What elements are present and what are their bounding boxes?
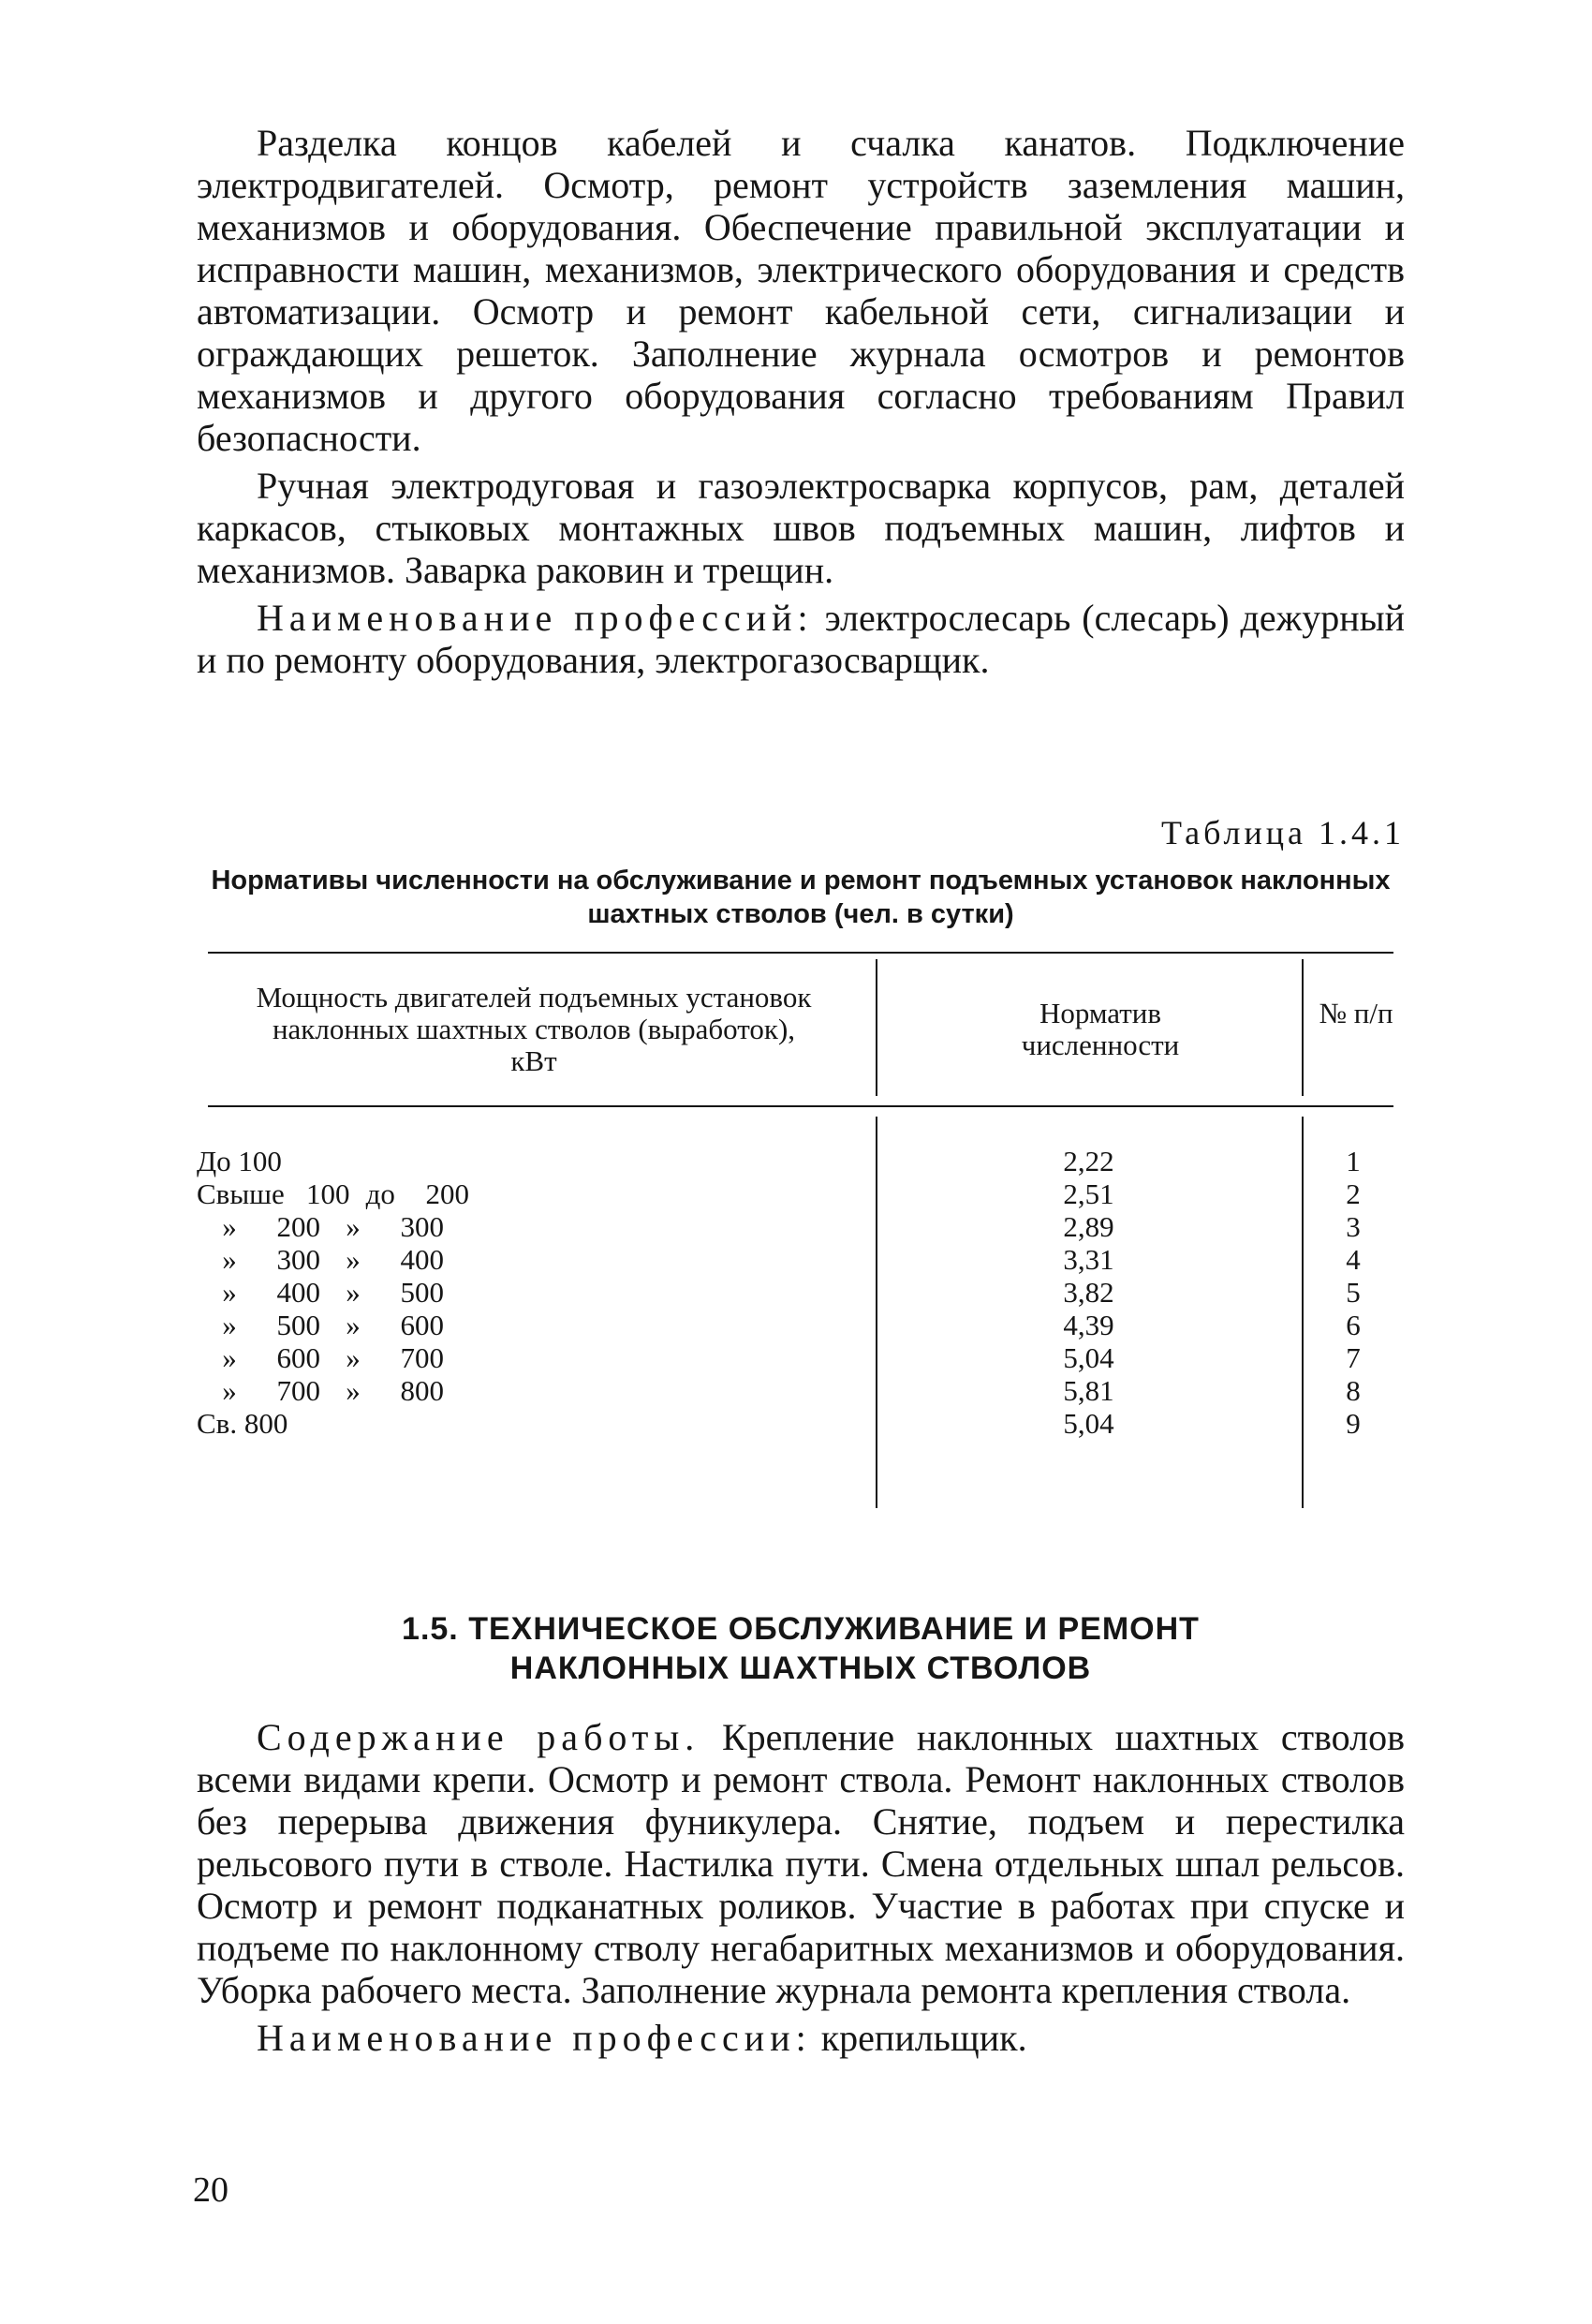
table-row — [197, 1145, 469, 1177]
table-cell-power-from: 600 — [276, 1341, 320, 1374]
table-cell-power-from: 100 — [306, 1177, 350, 1210]
table-row — [197, 1210, 469, 1243]
table-header-norm: Норматив численности — [1021, 997, 1180, 1061]
table-row — [197, 1407, 469, 1440]
table-cell-power-to: 700 — [400, 1341, 444, 1374]
table-cell-ditto: » — [346, 1243, 361, 1276]
table-cell-power-from: 200 — [276, 1210, 320, 1243]
table-cell-ditto: » — [222, 1243, 237, 1276]
table-cell-norm: 2,22 — [1063, 1145, 1114, 1177]
table-row — [197, 1177, 469, 1210]
table-cell-number: 6 — [1346, 1309, 1361, 1341]
table-cell-power-to: 500 — [400, 1276, 444, 1309]
table-cell-number: 1 — [1346, 1145, 1361, 1177]
table-cell-power-from: 300 — [276, 1243, 320, 1276]
section-body — [197, 1716, 1405, 2059]
table-column-power — [197, 1145, 469, 1440]
table-cell-power-to: 600 — [400, 1309, 444, 1341]
table-row — [197, 1309, 469, 1341]
paragraph-section-content — [197, 1716, 1405, 2011]
table-cell-power-from: 400 — [276, 1276, 320, 1309]
table-column-norm — [876, 1145, 1302, 1440]
table-label: Таблица 1.4.1 — [1161, 814, 1405, 851]
table-caption: Нормативы численности на обслуживание и ремонт подъемных установок наклонных шахтных стволов (чел. в сутки) — [211, 866, 1391, 929]
table-row — [197, 1276, 469, 1309]
table-cell-norm: 5,81 — [1063, 1374, 1114, 1407]
table-cell-number: 7 — [1346, 1341, 1361, 1374]
table-cell-norm: 5,04 — [1063, 1407, 1114, 1440]
professions-text: электрослесарь (слесарь) дежурный и по ремонту оборудования, электрогазосварщик. — [197, 597, 1405, 681]
table-cell-norm: 2,51 — [1063, 1177, 1114, 1210]
paragraph-section-profession — [197, 2017, 1405, 2059]
paragraph-welding: Ручная электродуговая и газоэлектросварка корпусов, рам, деталей каркасов, стыковых монтажных швов подъемных машин, лифтов и механизмов. Заварка раковин и трещин. — [197, 465, 1405, 591]
table-header-rule — [208, 1105, 1393, 1107]
table-cell-ditto: » — [346, 1276, 361, 1309]
table-cell-norm: 5,04 — [1063, 1341, 1114, 1374]
section-heading-line1: 1.5. ТЕХНИЧЕСКОЕ ОБСЛУЖИВАНИЕ И РЕМОНТ — [402, 1611, 1200, 1647]
table-cell-norm: 3,82 — [1063, 1276, 1114, 1309]
table-top-rule — [208, 952, 1393, 954]
table-cell-ditto: » — [346, 1374, 361, 1407]
section-heading-line2: НАКЛОННЫХ ШАХТНЫХ СТВОЛОВ — [509, 1650, 1092, 1686]
table-col-divider-2 — [1302, 959, 1304, 1096]
table-cell-number: 5 — [1346, 1276, 1361, 1309]
table-cell-number: 2 — [1346, 1177, 1361, 1210]
table-cell-power-to-word: до — [365, 1177, 395, 1210]
table-cell-ditto: » — [222, 1210, 237, 1243]
profession-text: крепильщик. — [811, 2017, 1027, 2059]
table-cell-number: 9 — [1346, 1407, 1361, 1440]
table-cell-ditto: » — [346, 1341, 361, 1374]
content-label: Содержание работы. — [257, 1716, 700, 1758]
table-cell-power-to: 200 — [425, 1177, 470, 1210]
table-cell-ditto: » — [346, 1210, 361, 1243]
paragraph-work-content: Разделка концов кабелей и счалка канатов. Подключение электродвигателей. Осмотр, ремонт устройств заземления машин, механизмов и оборудования. Обеспечение правильной эксплуатации и исправности машин, механизмов, электрического оборудования и средств автоматизации. Осмотр и ремонт кабельной сети, сигнализации и ограждающих решеток. Заполнение журнала осмотров и ремонтов механизмов и другого оборудования согласно требованиям Правил безопасности. — [197, 122, 1405, 459]
table-row — [197, 1243, 469, 1276]
table-row — [197, 1374, 469, 1407]
table-cell-power-to: 400 — [400, 1243, 444, 1276]
table-header-number: № п/п — [1319, 997, 1393, 1029]
table-cell-power-from: 500 — [276, 1309, 320, 1341]
section-heading — [197, 1609, 1405, 1688]
table-cell-number: 4 — [1346, 1243, 1361, 1276]
content-text: Крепление наклонных шахтных стволов всеми видами крепи. Осмотр и ремонт ствола. Ремонт наклонных стволов без перерыва движения фуникулера. Снятие, подъем и перестилка рельсового пути в стволе. Настилка пути. Смена отдельных шпал рельсов. Осмотр и ремонт подканатных роликов. Участие в работах при спуске и подъеме по наклонному стволу негабаритных механизмов и оборудования. Уборка рабочего места. Заполнение журнала ремонта крепления ствола. — [197, 1716, 1405, 2011]
table-header-power: Мощность двигателей подъемных установок наклонных шахтных стволов (выработок), кВт — [256, 981, 812, 1077]
table-cell-power-prefix: Свыше — [197, 1177, 285, 1210]
page-number: 20 — [193, 2170, 228, 2210]
table-cell-number: 3 — [1346, 1210, 1361, 1243]
table-cell-power: Св. 800 — [197, 1407, 288, 1440]
table-cell-number: 8 — [1346, 1374, 1361, 1407]
table-cell-ditto: » — [222, 1341, 237, 1374]
table-column-number — [1302, 1145, 1405, 1440]
table-row — [197, 1341, 469, 1374]
table-cell-power-to: 300 — [400, 1210, 444, 1243]
paragraph-professions — [197, 597, 1405, 681]
profession-label: Наименование профессии: — [257, 2017, 812, 2059]
table-cell-ditto: » — [222, 1276, 237, 1309]
table-cell-power-from: 700 — [276, 1374, 320, 1407]
table-cell-norm: 4,39 — [1063, 1309, 1114, 1341]
table-cell-norm: 2,89 — [1063, 1210, 1114, 1243]
table-cell-ditto: » — [222, 1309, 237, 1341]
table-cell-power: До 100 — [197, 1145, 282, 1177]
table-cell-ditto: » — [346, 1309, 361, 1341]
intro-text — [197, 122, 1405, 681]
table-cell-ditto: » — [222, 1374, 237, 1407]
table-cell-power-to: 800 — [400, 1374, 444, 1407]
professions-label: Наименование профессий: — [257, 597, 814, 639]
table-cell-norm: 3,31 — [1063, 1243, 1114, 1276]
table-col-divider-1 — [876, 959, 877, 1096]
